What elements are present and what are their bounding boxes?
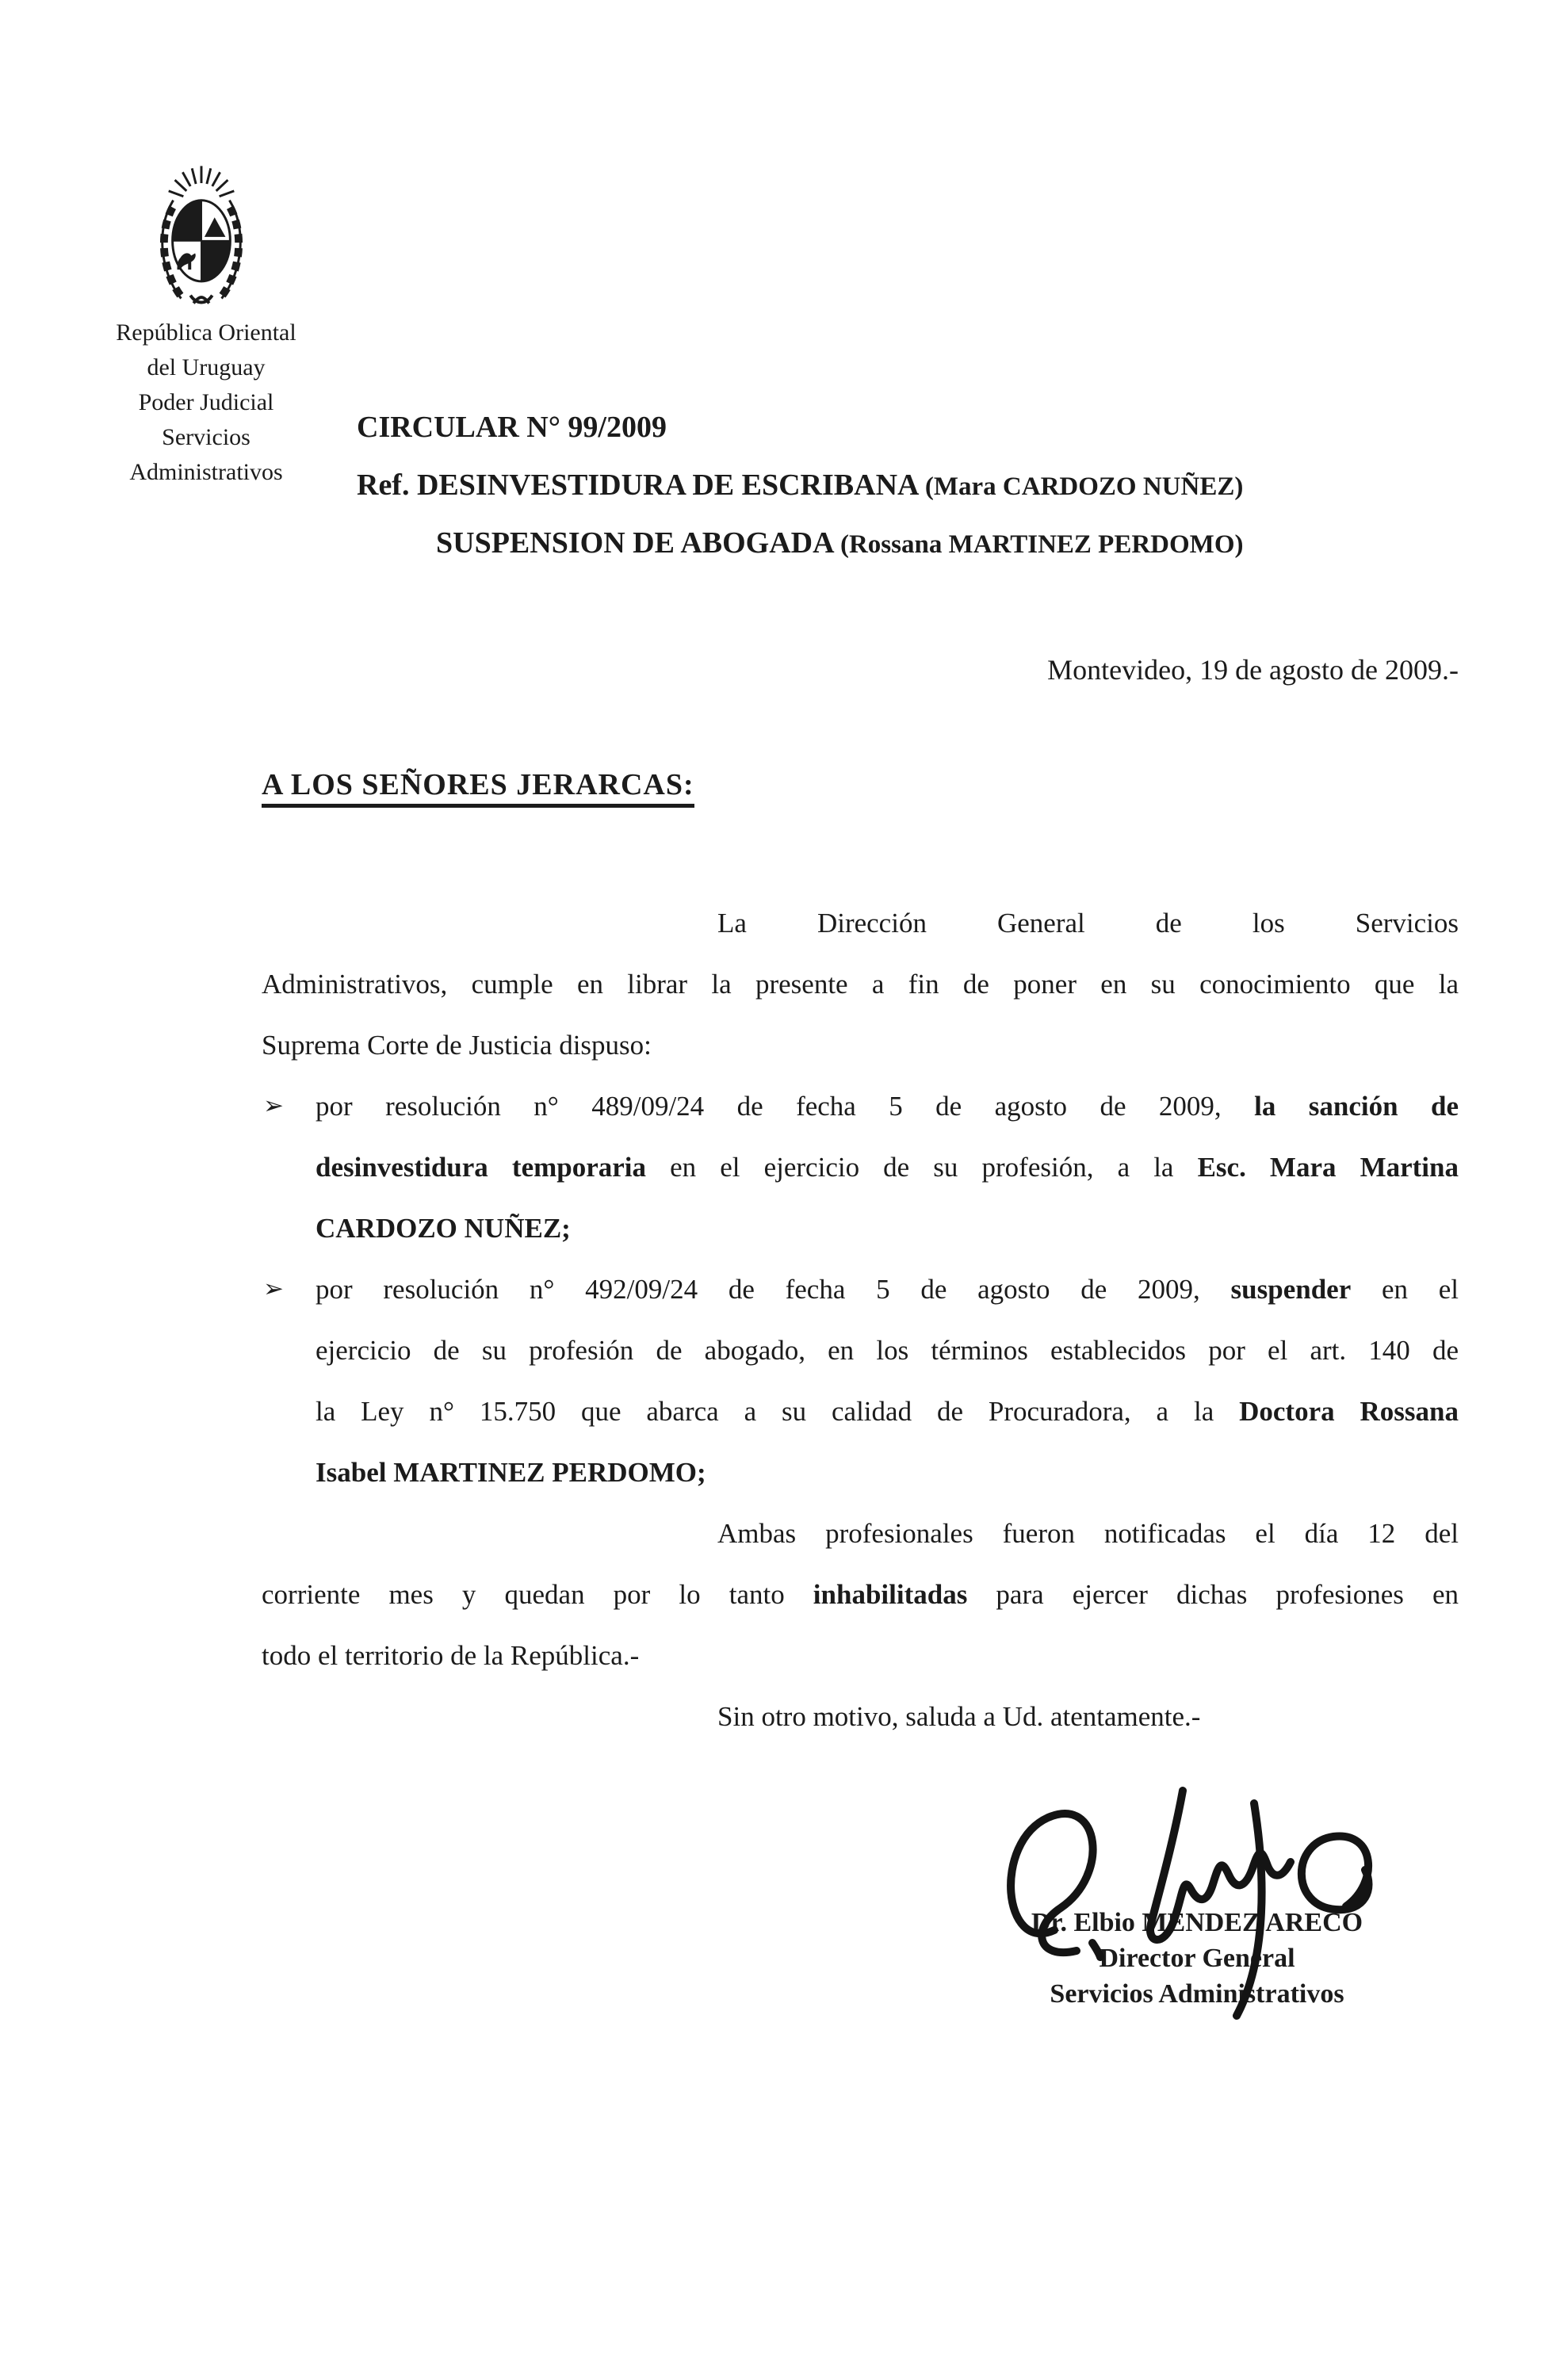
text-segment: Ambas profesionales fueron notificadas el día 12 del (717, 1518, 1459, 1549)
text-segment: Isabel MARTINEZ PERDOMO; (316, 1457, 706, 1488)
text-segment: La Dirección General de los Servicios (717, 908, 1459, 939)
text-segment: Doctora Rossana (1239, 1396, 1459, 1427)
ref-paren: (Mara CARDOZO NUÑEZ) (924, 472, 1244, 501)
text-segment: suspender (1230, 1274, 1352, 1305)
text-segment: Administrativos, cumple en librar la presente a fin de poner en su conocimiento que la (262, 969, 1459, 1000)
subject-label: SUSPENSION DE ABOGADA (436, 526, 840, 560)
text-segment: ejercicio de su profesión de abogado, en los términos establecidos por el art. 140 de (316, 1335, 1459, 1366)
text-segment: CARDOZO NUÑEZ; (316, 1213, 571, 1244)
text-segment: para ejercer dichas profesiones en (967, 1579, 1459, 1610)
heading-block (357, 399, 1467, 572)
org-name-line: República Oriental (116, 319, 296, 346)
text-segment: Sin otro motivo, saluda a Ud. atentamente.- (717, 1701, 1201, 1732)
uruguay-coat-of-arms-icon (155, 152, 248, 311)
text-segment: inhabilitadas (813, 1579, 968, 1610)
signatory-name: Dr. Elbio MENDEZ ARECO (1031, 1908, 1363, 1937)
text-segment: Esc. Mara Martina (1197, 1152, 1459, 1183)
bullet-arrow-icon: ➢ (263, 1275, 284, 1303)
text-line (262, 1198, 1459, 1259)
org-name-line: Servicios (162, 424, 250, 450)
signatory-office: Servicios Administrativos (1050, 1979, 1344, 2009)
text-segment: en el ejercicio de su profesión, a la (646, 1152, 1198, 1183)
text-segment: Suprema Corte de Justicia dispuso: (262, 1030, 652, 1061)
text-line (262, 1381, 1459, 1442)
text-line (262, 1442, 1459, 1503)
text-segment: por resolución n° 489/09/24 de fecha 5 de agosto de 2009, (316, 1091, 1255, 1122)
text-line (262, 1503, 1459, 1564)
text-segment: en el (1351, 1274, 1459, 1305)
org-name-block (44, 315, 369, 490)
salutation (262, 767, 694, 808)
subject-line (357, 514, 1467, 572)
org-name-line: del Uruguay (147, 354, 266, 380)
text-segment: desinvestidura temporaria (316, 1152, 647, 1183)
signatory-role: Director General (1099, 1944, 1295, 1973)
dateline: Montevideo, 19 de agosto de 2009.- (1047, 654, 1459, 686)
ref-label: Ref. DESINVESTIDURA DE ESCRIBANA (357, 468, 925, 502)
org-name-line: Administrativos (129, 459, 283, 485)
org-name-line: Poder Judicial (138, 389, 274, 415)
text-line (262, 1320, 1459, 1381)
text-segment: la sanción de (1254, 1091, 1459, 1122)
circular-number-line (357, 399, 1467, 457)
text-line (262, 1015, 1459, 1076)
sun-rays (169, 166, 235, 196)
bullet-line (262, 1259, 1459, 1320)
text-segment: corriente mes y quedan por lo tanto (262, 1579, 813, 1610)
ref-line (357, 457, 1467, 514)
quartered-shield (173, 201, 231, 281)
text-line (262, 1137, 1459, 1198)
text-line (262, 954, 1459, 1015)
text-line (262, 893, 1459, 954)
body-text (262, 893, 1459, 1747)
text-line (262, 1564, 1459, 1625)
subject-paren: (Rossana MARTINEZ PERDOMO) (839, 530, 1244, 559)
text-segment: todo el territorio de la República.- (262, 1640, 640, 1671)
text-segment: la Ley n° 15.750 que abarca a su calidad de Procuradora, a la (316, 1396, 1240, 1427)
signature-scrawl-icon (975, 1764, 1419, 2033)
bullet-line (262, 1076, 1459, 1137)
signature-block (975, 1764, 1419, 2033)
salutation-text: A LOS SEÑORES JERARCAS: (262, 767, 694, 808)
circular-number: CIRCULAR N° 99/2009 (357, 411, 667, 444)
bullet-arrow-icon: ➢ (263, 1092, 284, 1120)
text-segment: por resolución n° 492/09/24 de fecha 5 de agosto de 2009, (316, 1274, 1231, 1305)
text-line (262, 1686, 1459, 1747)
text-line (262, 1625, 1459, 1686)
